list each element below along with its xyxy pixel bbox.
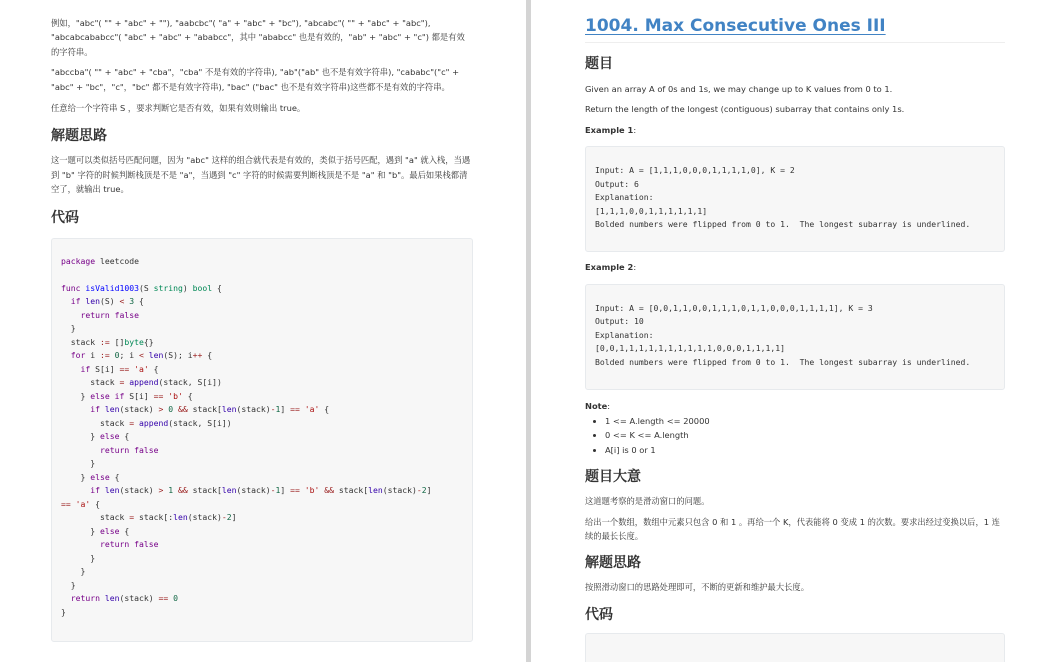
code-heading: 代码 (51, 209, 79, 226)
example2-code: Input: A = [0,0,1,1,0,0,1,1,1,0,1,1,0,0,0,1,1,1,1], K = 3 Output: 10 Explanation: [0,0,1,1,1,1,1,1,1,1,1,1,0,0,0,1,1,1,1] Bolded numbers were flipped from 0 to 1. The longest subarray is underlined. (595, 302, 971, 367)
example1-code-block[interactable] (585, 146, 1005, 252)
example1-code: Input: A = [1,1,1,0,0,0,1,1,1,1,0], K = 2 Output: 6 Explanation: [1,1,1,0,0,1,1,1,1,1,1] Bolded numbers were flipped from 0 to 1. The longest subarray is underlined. (595, 165, 971, 230)
code-heading: 代码 (585, 606, 613, 623)
problem-text: Return the length of the longest (contiguous) subarray that contains only 1s. (585, 104, 905, 115)
left-page-content (51, 0, 473, 642)
note-label-text: Note (585, 400, 608, 411)
right-page-content (585, 0, 1005, 662)
problem-title-link[interactable]: 1004. Max Consecutive Ones III (585, 16, 886, 36)
approach-heading: 解题思路 (51, 128, 107, 145)
list-item: • A[i] is 0 or 1 (605, 443, 1005, 457)
intro-paragraph: "abccba"( "" + "abc" + "cba"，"cba" 不是有效的字符串), "ab"("ab" 也不是有效字符串), "cababc"("c" + "abc" + "bc"，"c"，"bc" 都不是有效字符串), "bac" ("bac" 也不是有效字符串)这些都不是有效的字符串。 (51, 67, 460, 92)
approach-text: 按照滑动窗口的思路处理即可，不断的更新和维护最大长度。 (585, 582, 810, 593)
problem-text: Given an array A of 0s and 1s, we may change up to K values from 0 to 1. (585, 84, 893, 94)
approach-text: 这一题可以类似括号匹配问题，因为 "abc" 这样的组合就代表是有效的，类似于括号匹配，遇到 "a" 就入栈，当遇到 "b" 字符的时候判断栈顶是不是 "a"，当遇到 "c" 字符的时候需要判断栈顶是不是 "a" 和 "b"。最后如果栈都清空了，就输出 true。 (51, 155, 471, 195)
problem-heading: 题目 (585, 56, 613, 72)
example1-label: Example 1: (585, 124, 637, 135)
note-label: Note: (585, 400, 611, 411)
meaning-heading: 题目大意 (585, 469, 641, 486)
code-block[interactable] (51, 238, 473, 642)
meaning-text: 给出一个数组，数组中元素只包含 0 和 1 。再给一个 K，代表能将 0 变成 1 的次数。要求出经过变换以后，1 连续的最长长度。 (585, 516, 1000, 542)
intro-paragraph: 任意给一个字符串 S ，要求判断它是否有效，如果有效则输出 true。 (51, 103, 306, 114)
right-page (531, 0, 1059, 662)
example2-code-block[interactable] (585, 284, 1005, 390)
example2-label-text: Example 2 (585, 262, 634, 273)
code-block[interactable] (585, 633, 1005, 662)
example1-label-text: Example 1 (585, 124, 634, 135)
meaning-text: 这道题考察的是滑动窗口的问题。 (585, 496, 710, 507)
example2-label: Example 2: (585, 262, 637, 273)
notes-list (585, 414, 1005, 457)
list-item: • 1 <= A.length <= 20000 (605, 414, 1005, 428)
left-page (0, 0, 526, 662)
title-rule (585, 42, 1005, 43)
approach-heading: 解题思路 (585, 555, 641, 572)
intro-paragraph: 例如，"abc"( "" + "abc" + ""), "aabcbc"( "a" + "abc" + "bc"), "abcabc"( "" + "abc" + "abc"), "abcabcababcc"( "abc" + "abc" + "ababcc"，其中 "ababcc" 也是有效的，"ab" + "abc" + "c") 都是有效的字符串。 (51, 18, 465, 57)
page-title (585, 16, 1005, 36)
list-item: • 0 <= K <= A.length (605, 428, 1005, 442)
code-listing-go: package leetcode func isValid1003(S string) bool { if len(S) < 3 { return false } stack := []byte{} for i := 0; i < len(S); i++ { if S[i] == 'a' { stack = append(stack, S[i]) } else if S[i] == 'b' { if len(stack) > 0 && stack[len(stack)-1] == 'a' { stack = append(stack, S[i]) } else { return false } } else { if len(stack) > 1 && stack[len(stack)-1] == 'b' && stack[len(stack)-2] == 'a' { stack = stack[:len(stack)-2] } else { return false } } } return len(stack) == 0 } (61, 255, 432, 617)
